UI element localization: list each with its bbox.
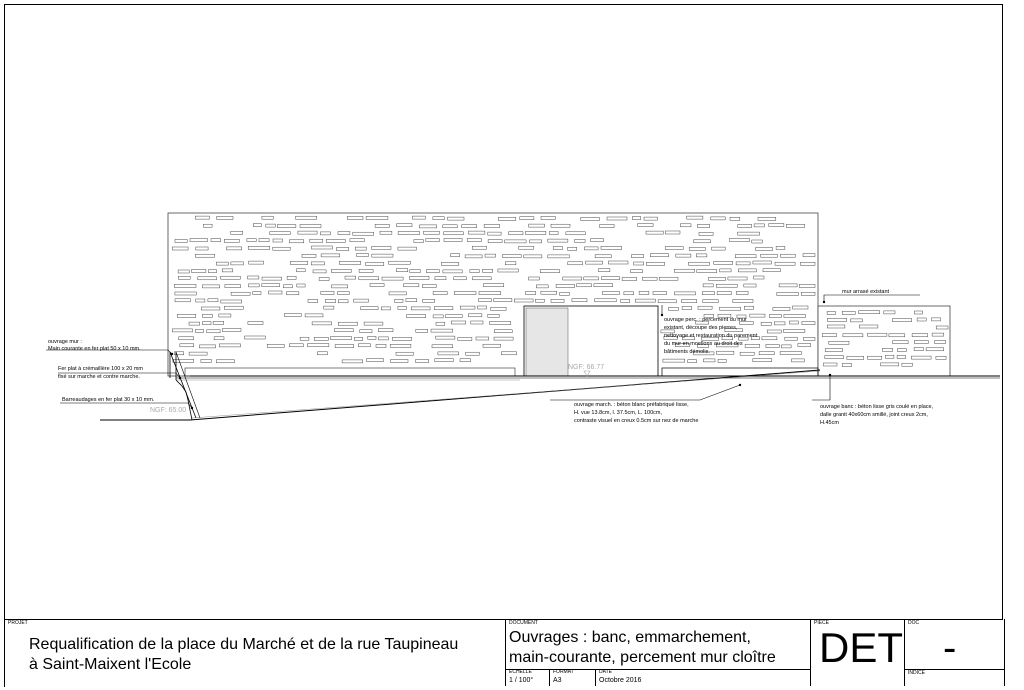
document-label: DOCUMENT	[509, 620, 538, 626]
main-wall	[168, 213, 818, 376]
perc-line4: du mur en moellons au droit des	[664, 341, 743, 347]
doc-cell	[904, 619, 1005, 686]
projet-line1: Requalification de la place du Marché et de la rue Taupineau	[29, 636, 459, 653]
march-line2: H. vue 13.8cm, l. 37.5cm, L. 100cm,	[574, 410, 663, 416]
ouvrage-mur-text: Main courante en fer plat 50 x 10 mm.	[48, 346, 141, 352]
date-cell	[595, 669, 811, 686]
echelle-label: ECHELLE	[509, 669, 532, 675]
document-line1: Ouvrages : banc, emmarchement,	[509, 629, 751, 646]
slope-line	[190, 370, 820, 420]
fer-plat-line2: fixé sur marche et contre marche.	[58, 374, 140, 380]
perc-line3: nettoyage et restauration du parement	[664, 333, 758, 339]
piece-value: DET	[819, 624, 903, 671]
projet-label: PROJET	[8, 620, 28, 626]
perc-line2: existant, découpe des pierres,	[664, 325, 738, 331]
format-cell	[549, 669, 596, 686]
fer-plat-line1: Fer plat à crémaillère 100 x 20 mm	[58, 366, 143, 372]
projet-line2: à Saint-Maixent l'Ecole	[29, 656, 192, 673]
ouvrage-mur-title: ouvrage mur :	[48, 339, 82, 345]
mur-arrase-label: mur arrasé existant	[842, 289, 890, 295]
ngf-high-label: NGF: 66.77	[568, 364, 605, 371]
march-line1: ouvrage march. : béton blanc préfabriqué lisse,	[574, 402, 689, 408]
barreaudages-label: Barreaudages en fer plat 30 x 10 mm.	[62, 397, 155, 403]
projet-cell	[5, 619, 505, 686]
indice-label: INDICE	[908, 670, 925, 676]
echelle-cell	[505, 669, 550, 686]
ngf-low-label: NGF: 65.00	[150, 407, 187, 414]
document-line2: main-courante, percement mur cloître	[509, 649, 776, 666]
date-value: Octobre 2016	[599, 677, 642, 684]
piece-label: PIECE	[814, 620, 830, 626]
opening-shade	[526, 308, 568, 376]
echelle-value: 1 / 100°	[509, 677, 534, 684]
banc-line3: H.45cm	[820, 420, 839, 426]
doc-value: -	[943, 626, 957, 670]
format-value: A3	[553, 677, 562, 684]
doc-label: DOC	[908, 620, 920, 626]
low-wall-right	[818, 306, 950, 376]
piece-cell	[810, 619, 905, 686]
banc-line2: dalle granit 40x60cm smillé, joint creux 2cm,	[820, 412, 928, 418]
banc-line1: ouvrage banc : béton lisse gris coulé en place,	[820, 404, 934, 410]
perc-line5: bâtiments démolis.	[664, 349, 710, 355]
perc-line1: ouvrage perc. : percement du mur	[664, 317, 747, 323]
steps-profile	[176, 380, 192, 420]
march-line3: contraste visuel en creux 0.5cm sur nez de marche	[574, 418, 699, 424]
format-label: FORMAT	[553, 669, 574, 675]
date-label: DATE	[599, 669, 612, 675]
